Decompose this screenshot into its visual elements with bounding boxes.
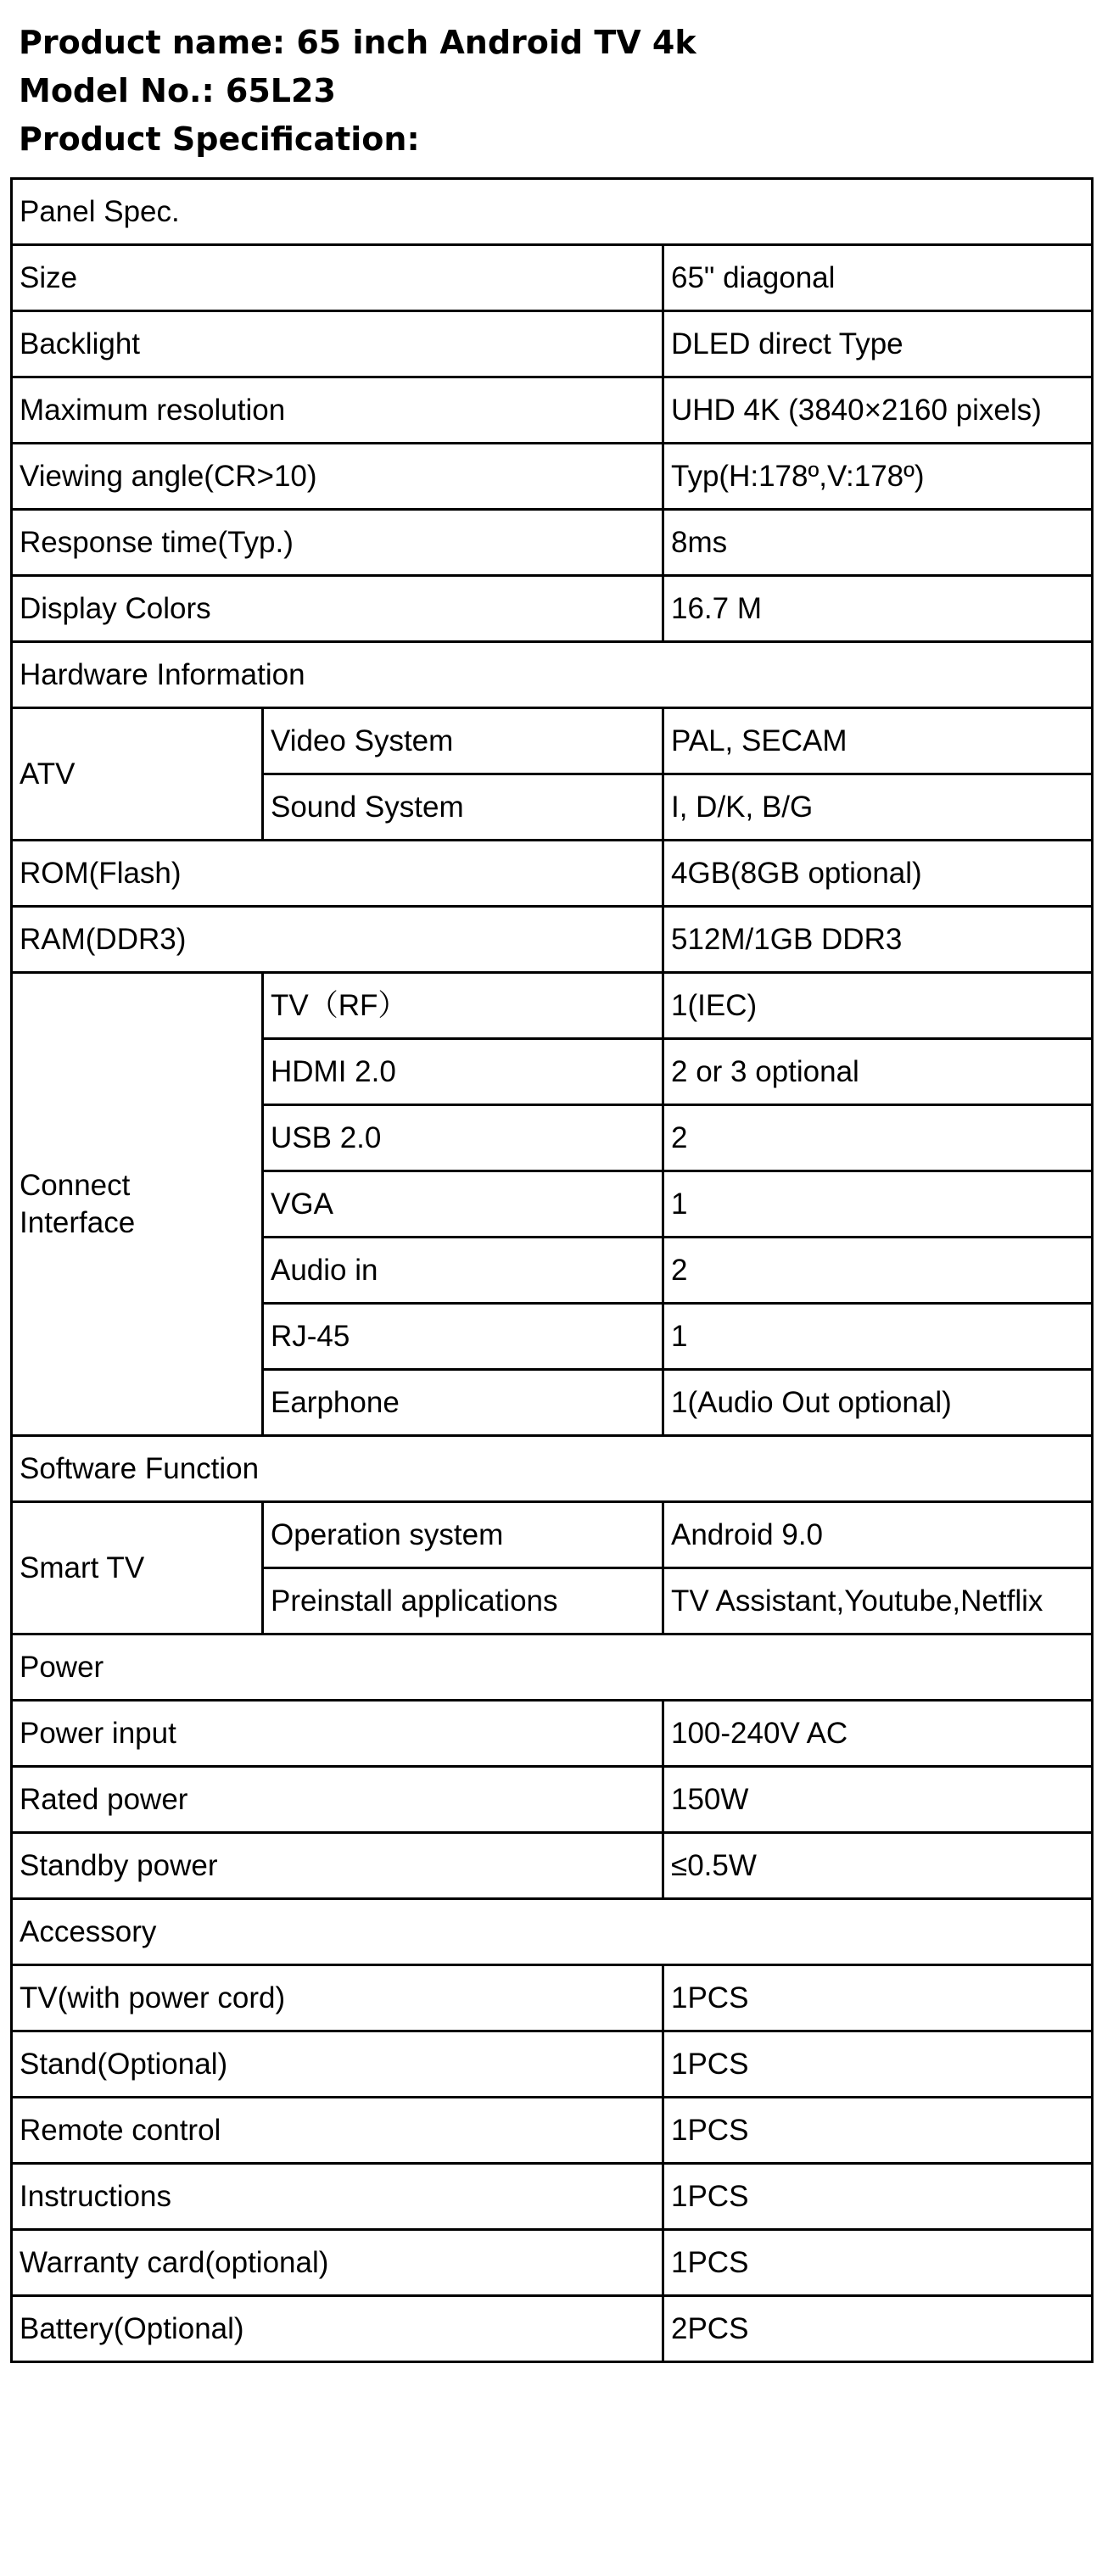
spec-label: USB 2.0 bbox=[263, 1105, 663, 1171]
table-row bbox=[12, 311, 1093, 377]
spec-value: 1PCS bbox=[663, 2031, 1093, 2098]
spec-value: 150W bbox=[663, 1767, 1093, 1833]
table-row bbox=[12, 2031, 1093, 2098]
section-header-row bbox=[12, 642, 1093, 708]
table-row bbox=[12, 2230, 1093, 2296]
section-title-panel: Panel Spec. bbox=[12, 179, 1093, 245]
table-row bbox=[12, 1502, 1093, 1568]
spec-title: Product Specification: bbox=[19, 120, 420, 158]
spec-label: Stand(Optional) bbox=[12, 2031, 663, 2098]
table-row bbox=[12, 2296, 1093, 2362]
spec-value: 8ms bbox=[663, 510, 1093, 576]
spec-value: DLED direct Type bbox=[663, 311, 1093, 377]
spec-label: RJ-45 bbox=[263, 1304, 663, 1370]
spec-label: Remote control bbox=[12, 2098, 663, 2164]
spec-value: 1PCS bbox=[663, 2164, 1093, 2230]
spec-table bbox=[10, 177, 1094, 2363]
spec-label: Sound System bbox=[263, 774, 663, 841]
table-row bbox=[12, 1701, 1093, 1767]
table-row bbox=[12, 377, 1093, 444]
spec-value: I, D/K, B/G bbox=[663, 774, 1093, 841]
spec-label: Preinstall applications bbox=[263, 1568, 663, 1634]
spec-label: RAM(DDR3) bbox=[12, 907, 663, 973]
spec-value: 1(IEC) bbox=[663, 973, 1093, 1039]
spec-label: HDMI 2.0 bbox=[263, 1039, 663, 1105]
table-row bbox=[12, 444, 1093, 510]
group-label-atv: ATV bbox=[12, 708, 263, 841]
spec-value: Android 9.0 bbox=[663, 1502, 1093, 1568]
group-label-smart-tv: Smart TV bbox=[12, 1502, 263, 1634]
product-name: Product name: 65 inch Android TV 4k bbox=[19, 24, 696, 61]
spec-label: Size bbox=[12, 245, 663, 311]
table-row bbox=[12, 2164, 1093, 2230]
table-row bbox=[12, 510, 1093, 576]
spec-label: Viewing angle(CR>10) bbox=[12, 444, 663, 510]
spec-label: Battery(Optional) bbox=[12, 2296, 663, 2362]
spec-value: 1PCS bbox=[663, 2230, 1093, 2296]
section-title-power: Power bbox=[12, 1634, 1093, 1701]
group-label-line: Connect bbox=[20, 1168, 131, 1202]
spec-value: 1 bbox=[663, 1171, 1093, 1238]
spec-label: Backlight bbox=[12, 311, 663, 377]
spec-value: 512M/1GB DDR3 bbox=[663, 907, 1093, 973]
spec-label: Instructions bbox=[12, 2164, 663, 2230]
spec-label: Power input bbox=[12, 1701, 663, 1767]
spec-label: Rated power bbox=[12, 1767, 663, 1833]
table-row bbox=[12, 2098, 1093, 2164]
spec-value: TV Assistant,Youtube,Netflix bbox=[663, 1568, 1093, 1634]
document-header bbox=[19, 19, 1079, 164]
spec-label: Standby power bbox=[12, 1833, 663, 1899]
group-label-line: Interface bbox=[20, 1205, 136, 1239]
table-row bbox=[12, 1833, 1093, 1899]
section-header-row bbox=[12, 179, 1093, 245]
spec-value: ≤0.5W bbox=[663, 1833, 1093, 1899]
spec-label: TV（RF） bbox=[263, 973, 663, 1039]
spec-value: 2 bbox=[663, 1105, 1093, 1171]
spec-label: Video System bbox=[263, 708, 663, 774]
spec-label: Audio in bbox=[263, 1238, 663, 1304]
table-row bbox=[12, 907, 1093, 973]
table-row bbox=[12, 245, 1093, 311]
spec-value: 65" diagonal bbox=[663, 245, 1093, 311]
spec-label: ROM(Flash) bbox=[12, 841, 663, 907]
spec-value: 1 bbox=[663, 1304, 1093, 1370]
spec-label: Maximum resolution bbox=[12, 377, 663, 444]
group-label-connect-interface bbox=[12, 973, 263, 1436]
spec-value: 4GB(8GB optional) bbox=[663, 841, 1093, 907]
table-row bbox=[12, 841, 1093, 907]
spec-value: 1PCS bbox=[663, 1965, 1093, 2031]
spec-value: 16.7 M bbox=[663, 576, 1093, 642]
spec-value: 100-240V AC bbox=[663, 1701, 1093, 1767]
spec-value: PAL, SECAM bbox=[663, 708, 1093, 774]
section-header-row bbox=[12, 1634, 1093, 1701]
spec-value: 2 bbox=[663, 1238, 1093, 1304]
spec-label: Operation system bbox=[263, 1502, 663, 1568]
spec-label: Display Colors bbox=[12, 576, 663, 642]
section-title-software: Software Function bbox=[12, 1436, 1093, 1502]
table-row bbox=[12, 973, 1093, 1039]
spec-value: 2PCS bbox=[663, 2296, 1093, 2362]
spec-value: 1(Audio Out optional) bbox=[663, 1370, 1093, 1436]
spec-label: Earphone bbox=[263, 1370, 663, 1436]
spec-value: UHD 4K (3840×2160 pixels) bbox=[663, 377, 1093, 444]
spec-label: Response time(Typ.) bbox=[12, 510, 663, 576]
section-title-accessory: Accessory bbox=[12, 1899, 1093, 1965]
spec-value: Typ(H:178º,V:178º) bbox=[663, 444, 1093, 510]
spec-value: 1PCS bbox=[663, 2098, 1093, 2164]
spec-label: Warranty card(optional) bbox=[12, 2230, 663, 2296]
spec-label: TV(with power cord) bbox=[12, 1965, 663, 2031]
table-row bbox=[12, 1965, 1093, 2031]
table-row bbox=[12, 576, 1093, 642]
section-header-row bbox=[12, 1899, 1093, 1965]
table-row bbox=[12, 1767, 1093, 1833]
spec-value: 2 or 3 optional bbox=[663, 1039, 1093, 1105]
model-number: Model No.: 65L23 bbox=[19, 72, 336, 109]
table-row bbox=[12, 708, 1093, 774]
section-title-hardware: Hardware Information bbox=[12, 642, 1093, 708]
spec-label: VGA bbox=[263, 1171, 663, 1238]
section-header-row bbox=[12, 1436, 1093, 1502]
